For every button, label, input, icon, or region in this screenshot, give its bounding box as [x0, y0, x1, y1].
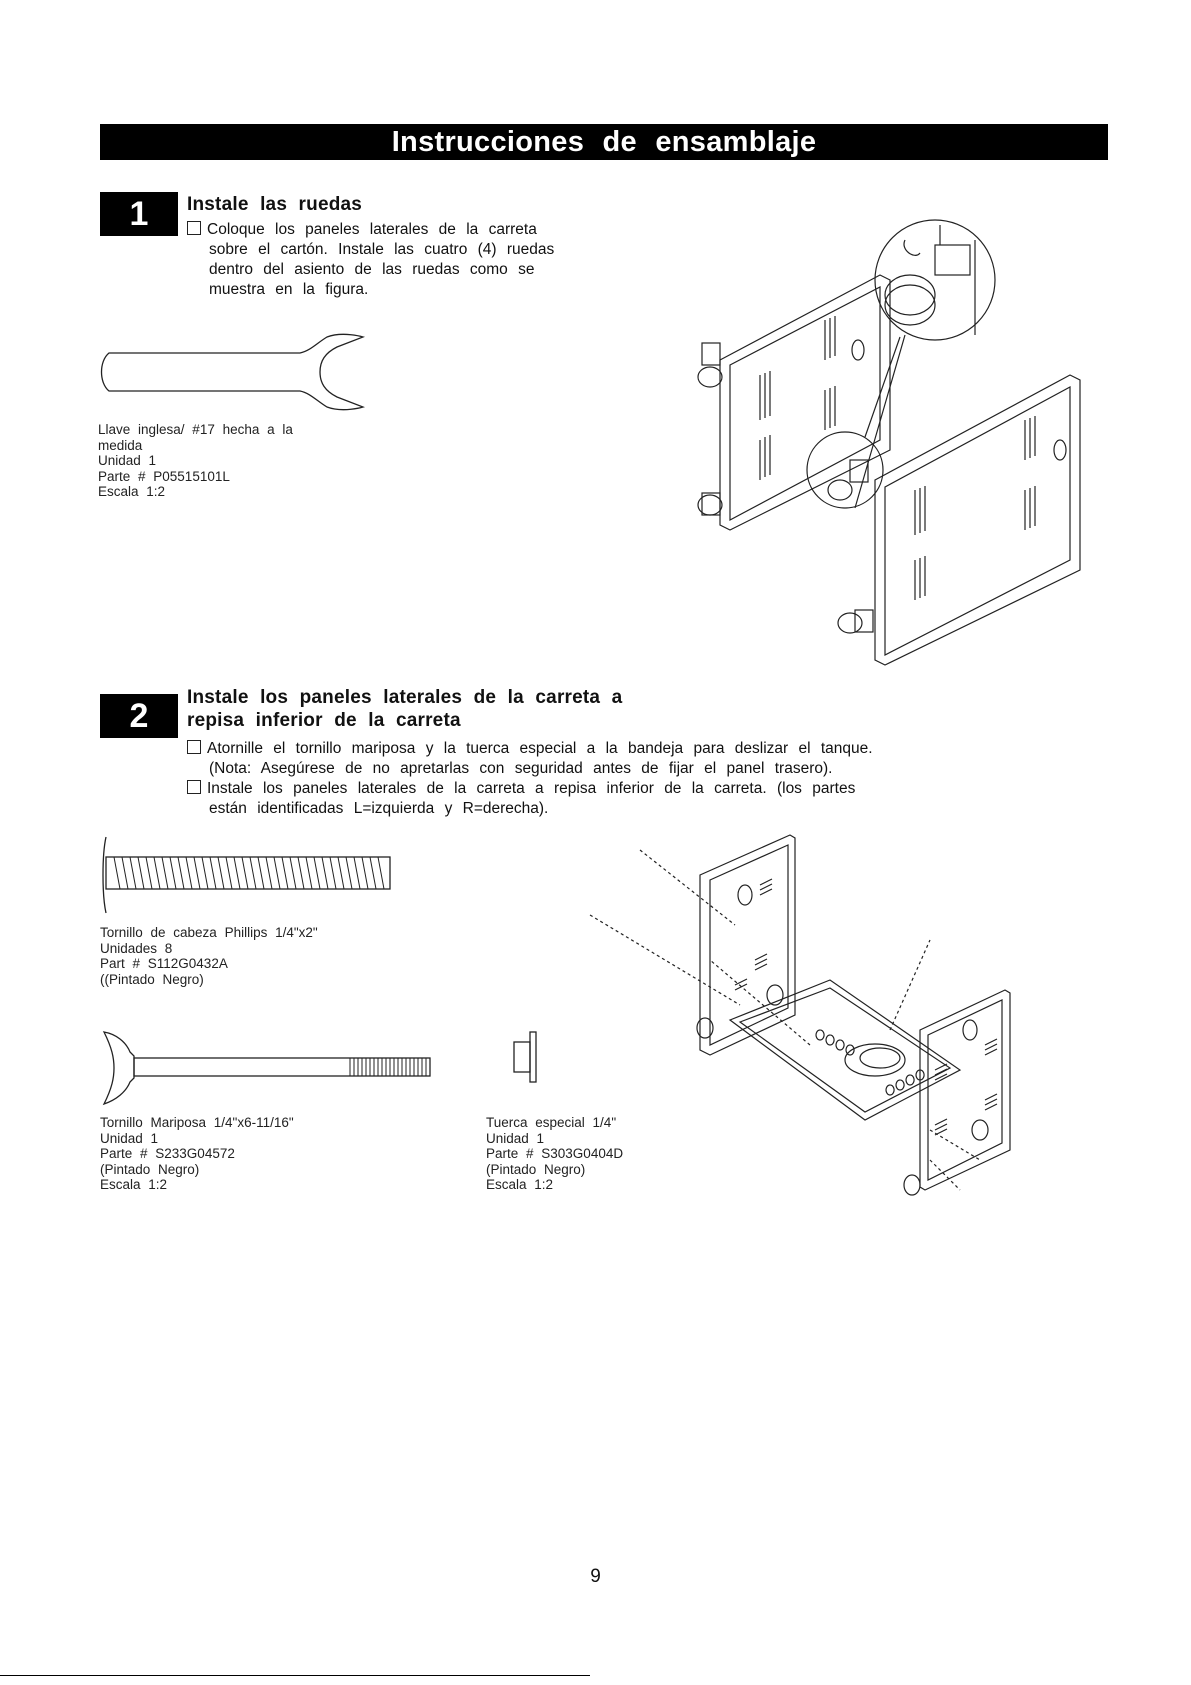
step-1-line-2: sobre el cartón. Instale las cuatro (4) ruedas — [209, 241, 555, 258]
cart-side-panel-assembly-diagram — [590, 830, 1030, 1120]
caption-line: Escala 1:2 — [486, 1177, 554, 1192]
wing-bolt-icon — [100, 1028, 440, 1108]
caption-line: Llave inglesa/ #17 hecha a la — [98, 422, 293, 437]
caption-line: Parte # S303G0404D — [486, 1146, 624, 1161]
step-2-title-line-1: Instale los paneles laterales de la carreta a — [187, 687, 623, 708]
caption-line: Unidades 8 — [100, 940, 173, 956]
wrench-icon — [95, 325, 365, 420]
step-1-line-4: muestra en la figura. — [209, 281, 369, 298]
footer-divider — [0, 1675, 590, 1676]
step-2-item-2-line-1: Instale los paneles laterales de la carreta a repisa inferior de la carreta. (los partes — [187, 779, 873, 799]
caster-installation-diagram — [690, 225, 1080, 645]
phillips-screw-icon — [100, 835, 395, 915]
caption-line: ((Pintado Negro) — [100, 971, 204, 987]
step-1-line-3: dentro del asiento de las ruedas como se — [209, 261, 535, 278]
caption-line: Tornillo Mariposa 1/4"x6-11/16" — [100, 1115, 294, 1130]
step-2-item-1-line-2: (Nota: Asegúrese de no apretarlas con seguridad antes de fijar el panel trasero). — [209, 760, 833, 777]
special-nut-caption — [486, 1115, 623, 1193]
step-1-line-1: Coloque los paneles laterales de la carreta — [187, 220, 554, 240]
phillips-screw-caption — [100, 925, 318, 987]
checkbox-icon — [187, 740, 201, 754]
caption-line: Parte # P05515101L — [98, 468, 230, 484]
step-2-number-box: 2 — [100, 694, 178, 738]
caption-line: Escala 1:2 — [100, 1177, 168, 1192]
caption-line: Parte # S233G04572 — [100, 1146, 235, 1161]
caption-line: (Pintado Negro) — [486, 1161, 586, 1177]
caption-line: Escala 1:2 — [98, 484, 166, 499]
checkbox-icon — [187, 221, 201, 235]
wing-bolt-caption — [100, 1115, 294, 1193]
step-1-instructions — [187, 220, 554, 300]
page-number: 9 — [590, 1566, 601, 1587]
caption-line: (Pintado Negro) — [100, 1161, 200, 1177]
checkbox-icon — [187, 780, 201, 794]
caption-line: Part # S112G0432A — [100, 956, 228, 971]
step-1-number-box: 1 — [100, 192, 178, 236]
caption-line: Unidad 1 — [100, 1130, 159, 1146]
step-2-item-1-line-1: Atornille el tornillo mariposa y la tuerca especial a la bandeja para deslizar el tanque. — [187, 739, 873, 759]
page-title-banner: Instrucciones de ensamblaje — [100, 124, 1108, 160]
caption-line: Tornillo de cabeza Phillips 1/4"x2" — [100, 925, 318, 940]
special-nut-icon — [512, 1030, 542, 1085]
step-1-title: Instale las ruedas — [187, 194, 363, 215]
step-2-title — [187, 686, 622, 732]
wrench-caption — [98, 422, 293, 500]
caption-line: Unidad 1 — [486, 1130, 545, 1146]
step-2-title-line-2: repisa inferior de la carreta — [187, 710, 461, 731]
step-2-instructions — [187, 739, 873, 819]
caption-line: Tuerca especial 1/4" — [486, 1115, 617, 1130]
step-2-item-2-line-2: están identificadas L=izquierda y R=derecha). — [209, 800, 549, 817]
caption-line: Unidad 1 — [98, 453, 157, 468]
caption-line: medida — [98, 437, 143, 453]
